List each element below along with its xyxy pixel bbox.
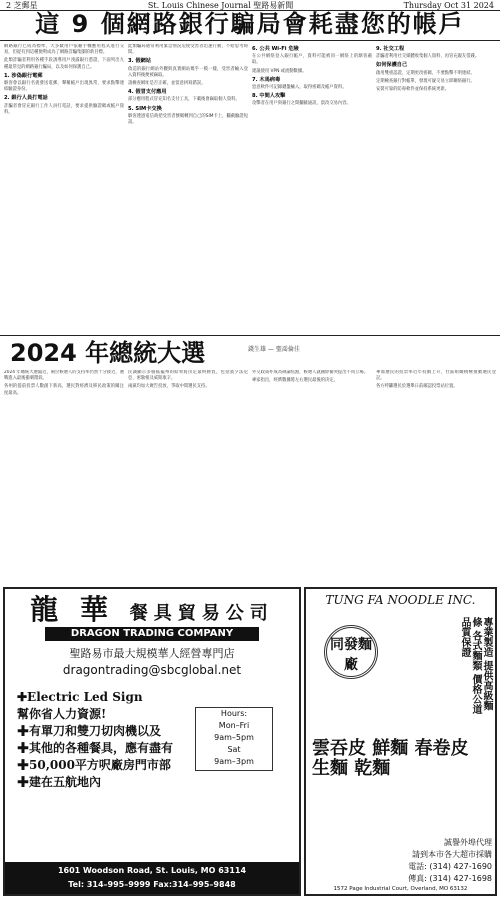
page-headline: 這 9 個網路銀行騙局會耗盡您的帳戶 [35,10,465,38]
paragraph: 偽造的銀行網站外觀與真實網站幾乎一模一樣，受害者輸入登入資料後便被竊取。 [128,66,248,78]
dragon-ad-email[interactable]: dragontrading@sbcglobal.net [62,663,242,677]
tung-fa-contact [312,837,492,885]
tung-fa-slogan: 專業製造 提供高級麵條 各式麵類 價格公道 品質保證 [459,617,492,714]
paragraph: 網路銀行已成為標準，大多數用戶依賴手機應用程式進行交易，但從有到這種便利成為了網路詐騙集團的新目標。 [4,44,124,56]
article-column-4 [376,44,496,333]
election-column-3 [252,370,372,580]
paragraph: 安裝可靠的防毒軟件並保持系統更新。 [376,87,450,93]
paragraph: 詐騙者利用社交媒體收集個人資料，再冒充親友借錢。 [376,54,480,60]
dragon-ad-features [17,689,187,791]
subheading: 5. SIM卡交換 [128,105,162,112]
dragon-ad-subtitle: 聖路易市最大規模華人經營專門店 [69,647,235,660]
tung-fa-products: 雲吞皮 鮮麵 春卷皮 生麵 乾麵 [312,738,469,779]
article-column-1 [4,44,124,333]
hours-label: Hours: [220,709,248,718]
subheading: 8. 中間人攻擊 [252,93,286,100]
paper-name: St. Louis Chinese Journal 聖路易新聞 [147,0,294,10]
paragraph: 各方呼籲選民於選舉日前確認投票站位置。 [376,384,458,390]
paragraph: 華裔選民的投票率近年持續上升，社區組織積極推動選民登記。 [376,370,496,382]
dragon-ad-address: 1601 Woodson Road, St. Louis, MO 63114 [57,866,247,875]
subheading: 如何保護自己 [376,62,408,69]
feature-item: ✚其他的各種餐具，應有盡有 [17,741,174,755]
paragraph: 各州的提前投票人數創下新高，選民對經濟及移民政策的關注度最高。 [4,384,124,396]
contact-line: 請到本市各大超市採購 [412,850,492,859]
election-headline: 2024 年總統大選 [10,339,206,367]
paragraph: 此類騙局通常利用緊急情況迫使受害者迅速行動，不給思考時間。 [128,44,248,56]
hours-line: 9am–3pm [214,757,254,766]
paragraph: 部分應用程式冒充知名支付工具，下載後會竊取個人資料。 [128,97,240,103]
dragon-ad-english-name: DRAGON TRADING COMPANY [45,627,259,641]
feature-item: ✚Electric Led Sign [17,690,143,704]
election-byline: 錢生雄 — 聖喬倫佳 [248,346,300,353]
election-column-1 [4,370,124,580]
paragraph: 建議使用 VPN 或流動數據。 [252,68,307,74]
article-column-3 [252,44,372,333]
subheading: 9. 社交工程 [376,46,405,52]
election-column-2 [128,370,248,580]
dragon-ad-footer [5,862,299,894]
feature-item: 幫你省人力資源! [17,707,107,721]
paragraph: 定期檢查銀行對帳單，發現可疑交易立即聯絡銀行。 [376,78,475,84]
paragraph: 兩黨均加大廣告投放，爭取中間選民支持。 [128,384,210,390]
feature-item: ✚建在五航地內 [17,775,102,789]
hours-line: Mon–Fri [218,721,250,730]
election-body [4,370,496,580]
paragraph: 駭客透過電信商把受害者號碼轉到自己的SIM卡上，攔截驗證短訊。 [128,113,248,126]
hours-line: Sat [227,745,241,754]
dragon-trading-ad[interactable] [3,587,301,896]
subheading: 3. 假網站 [128,58,151,65]
dragon-ad-title: 龍 華 餐具貿易公司 [30,593,274,626]
contact-line: 誠譽外埠代理 [444,838,492,847]
dragon-ad-phone: Tel: 314–995–9999 Fax:314–995–9848 [68,880,236,889]
paragraph: 外交政策亦成為辯論焦點，候選人就國際衝突提出不同立場。 [252,370,369,375]
divider [0,335,500,336]
article-body [4,44,496,333]
subheading: 6. 公共 Wi-Fi 危險 [252,46,299,52]
paragraph: 民調顯示多個搖擺州的結果將決定最終勝負，包括賓夕法尼亞、密歇根及威斯康辛。 [128,370,248,382]
paragraph: 啟用雙重認證，定期更改密碼，不要點擊不明連結。 [376,70,475,76]
dragon-ad-hours [195,707,273,771]
article-column-2 [128,44,248,333]
feature-item: ✚50,000平方呎廠房門市部 [17,758,171,772]
paragraph: 惡意軟件可記錄鍵盤輸入，取得密碼及帳戶資料。 [252,85,347,91]
paragraph: 2024 年總統大選臨近，兩位候選人的支持率仍然十分接近，選戰進入最後衝刺階段。 [4,370,124,382]
tung-fa-title: TUNG FA NOODLE INC. [325,593,476,607]
paragraph: 攻擊者在用戶與銀行之間攔截通訊，竄改交易內容。 [252,101,351,107]
hours-line: 9am–5pm [214,733,254,742]
paragraph: 專家指出，經濟數據將左右選民最後的決定。 [252,378,338,384]
paragraph: 駭客會以銀行名義發送電郵，聲稱帳戶出現異常，要求點擊連結驗證身份。 [4,81,124,93]
tung-fa-noodle-ad[interactable] [304,587,497,896]
issue-date: Thursday Oct 31 2024 [403,0,494,10]
tung-fa-fax: 傳真: (314) 427-1698 [408,874,492,883]
divider [0,40,500,41]
feature-item: ✚有單刀和雙刀切肉機以及 [17,724,162,738]
tung-fa-phone[interactable]: 電話: (314) 427-1690 [408,862,492,871]
subheading: 4. 假冒支付應用 [128,89,167,96]
paragraph: 在公共網絡登入銀行帳戶，資料可能被同一網絡上的駭客截取。 [252,54,372,66]
subheading: 7. 木馬病毒 [252,76,281,83]
tung-fa-address: 1572 Page Industrial Court, Overland, MO 63132 [333,886,468,892]
paragraph: 請檢查網址是否正確，並留意拼寫錯誤。 [128,81,206,87]
tung-fa-logo: 同發麵廠 [324,625,378,679]
subheading: 2. 銀行人員打電話 [4,95,48,102]
subheading: 1. 涉偽銀行電郵 [4,72,43,79]
page-number: 2 芝郵星 [6,0,38,10]
paragraph: 此類詐騙者利用各種手段誘導用戶洩露銀行憑證，下面列出九種最常見的網路銀行騙局，以及如何保護自己。 [4,58,124,70]
paragraph: 詐騙者會冒充銀行工作人員打電話，要求提供驗證碼或帳戶資料。 [4,103,124,115]
election-column-4 [376,370,496,580]
